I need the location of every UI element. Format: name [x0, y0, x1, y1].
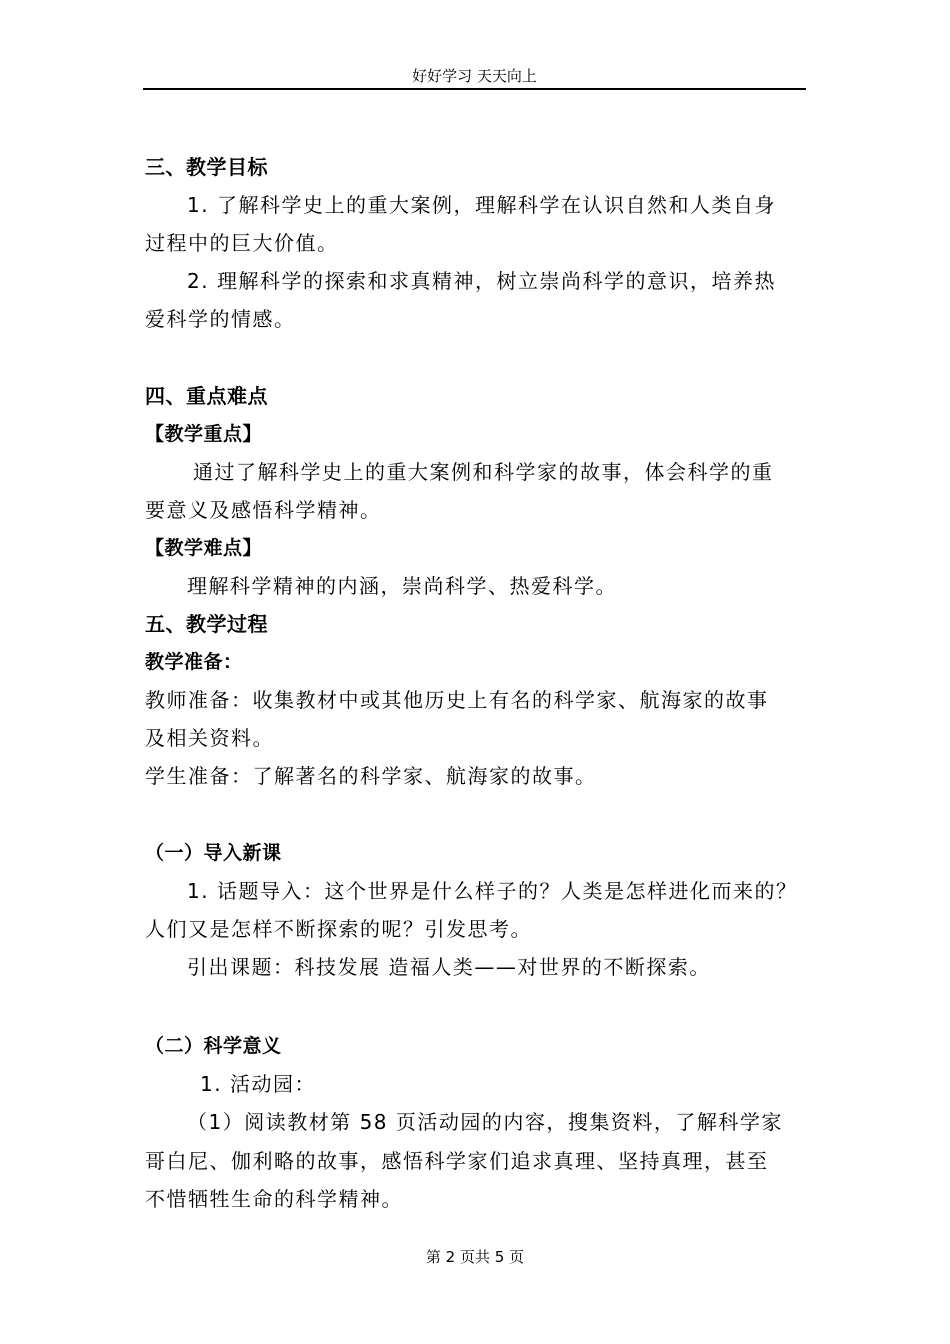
student-prep-line-1: 学生准备：了解著名的科学家、航海家的故事。	[145, 764, 597, 788]
activity-label: 1. 活动园：	[200, 1072, 316, 1096]
difficult-point-label: 【教学难点】	[145, 537, 263, 559]
section-5-title: 五、教学过程	[145, 612, 268, 636]
objective-1-line-2: 过程中的巨大价值。	[145, 231, 339, 255]
preparation-label: 教学准备：	[145, 651, 243, 673]
objective-1-line-1: 1. 了解科学史上的重大案例，理解科学在认识自然和人类自身	[187, 193, 776, 217]
objective-2-line-2: 爱科学的情感。	[145, 307, 296, 331]
objective-2-line-1: 2. 理解科学的探索和求真精神，树立崇尚科学的意识，培养热	[187, 269, 776, 293]
page-header: 好好学习 天天向上	[412, 67, 537, 85]
teacher-prep-line-1: 教师准备：收集教材中或其他历史上有名的科学家、航海家的故事	[145, 688, 769, 712]
key-point-label: 【教学重点】	[145, 423, 263, 445]
intro-line-1: 1. 话题导入：这个世界是什么样子的？人类是怎样进化而来的？	[187, 879, 798, 903]
topic-line-1: 引出课题：科技发展 造福人类——对世界的不断探索。	[187, 955, 711, 979]
difficult-point-line-1: 理解科学精神的内涵，崇尚科学、热爱科学。	[187, 574, 617, 598]
section-3-title: 三、教学目标	[145, 155, 268, 179]
activity-line-3: 不惜牺牲生命的科学精神。	[145, 1187, 403, 1211]
section-4-title: 四、重点难点	[145, 384, 268, 408]
activity-line-2: 哥白尼、伽利略的故事，感悟科学家们追求真理、坚持真理，甚至	[145, 1149, 769, 1173]
key-point-line-2: 要意义及感悟科学精神。	[145, 498, 382, 522]
activity-line-1: （1）阅读教材第 58 页活动园的内容，搜集资料，了解科学家	[187, 1110, 783, 1134]
part-1-title: （一）导入新课	[145, 842, 282, 864]
header-divider	[143, 88, 806, 90]
page-footer: 第 2 页共 5 页	[425, 1248, 525, 1266]
part-2-title: （二）科学意义	[145, 1035, 282, 1057]
intro-line-2: 人们又是怎样不断探索的呢？引发思考。	[145, 917, 532, 941]
key-point-line-1: 通过了解科学史上的重大案例和科学家的故事，体会科学的重	[193, 460, 774, 484]
teacher-prep-line-2: 及相关资料。	[145, 726, 274, 750]
